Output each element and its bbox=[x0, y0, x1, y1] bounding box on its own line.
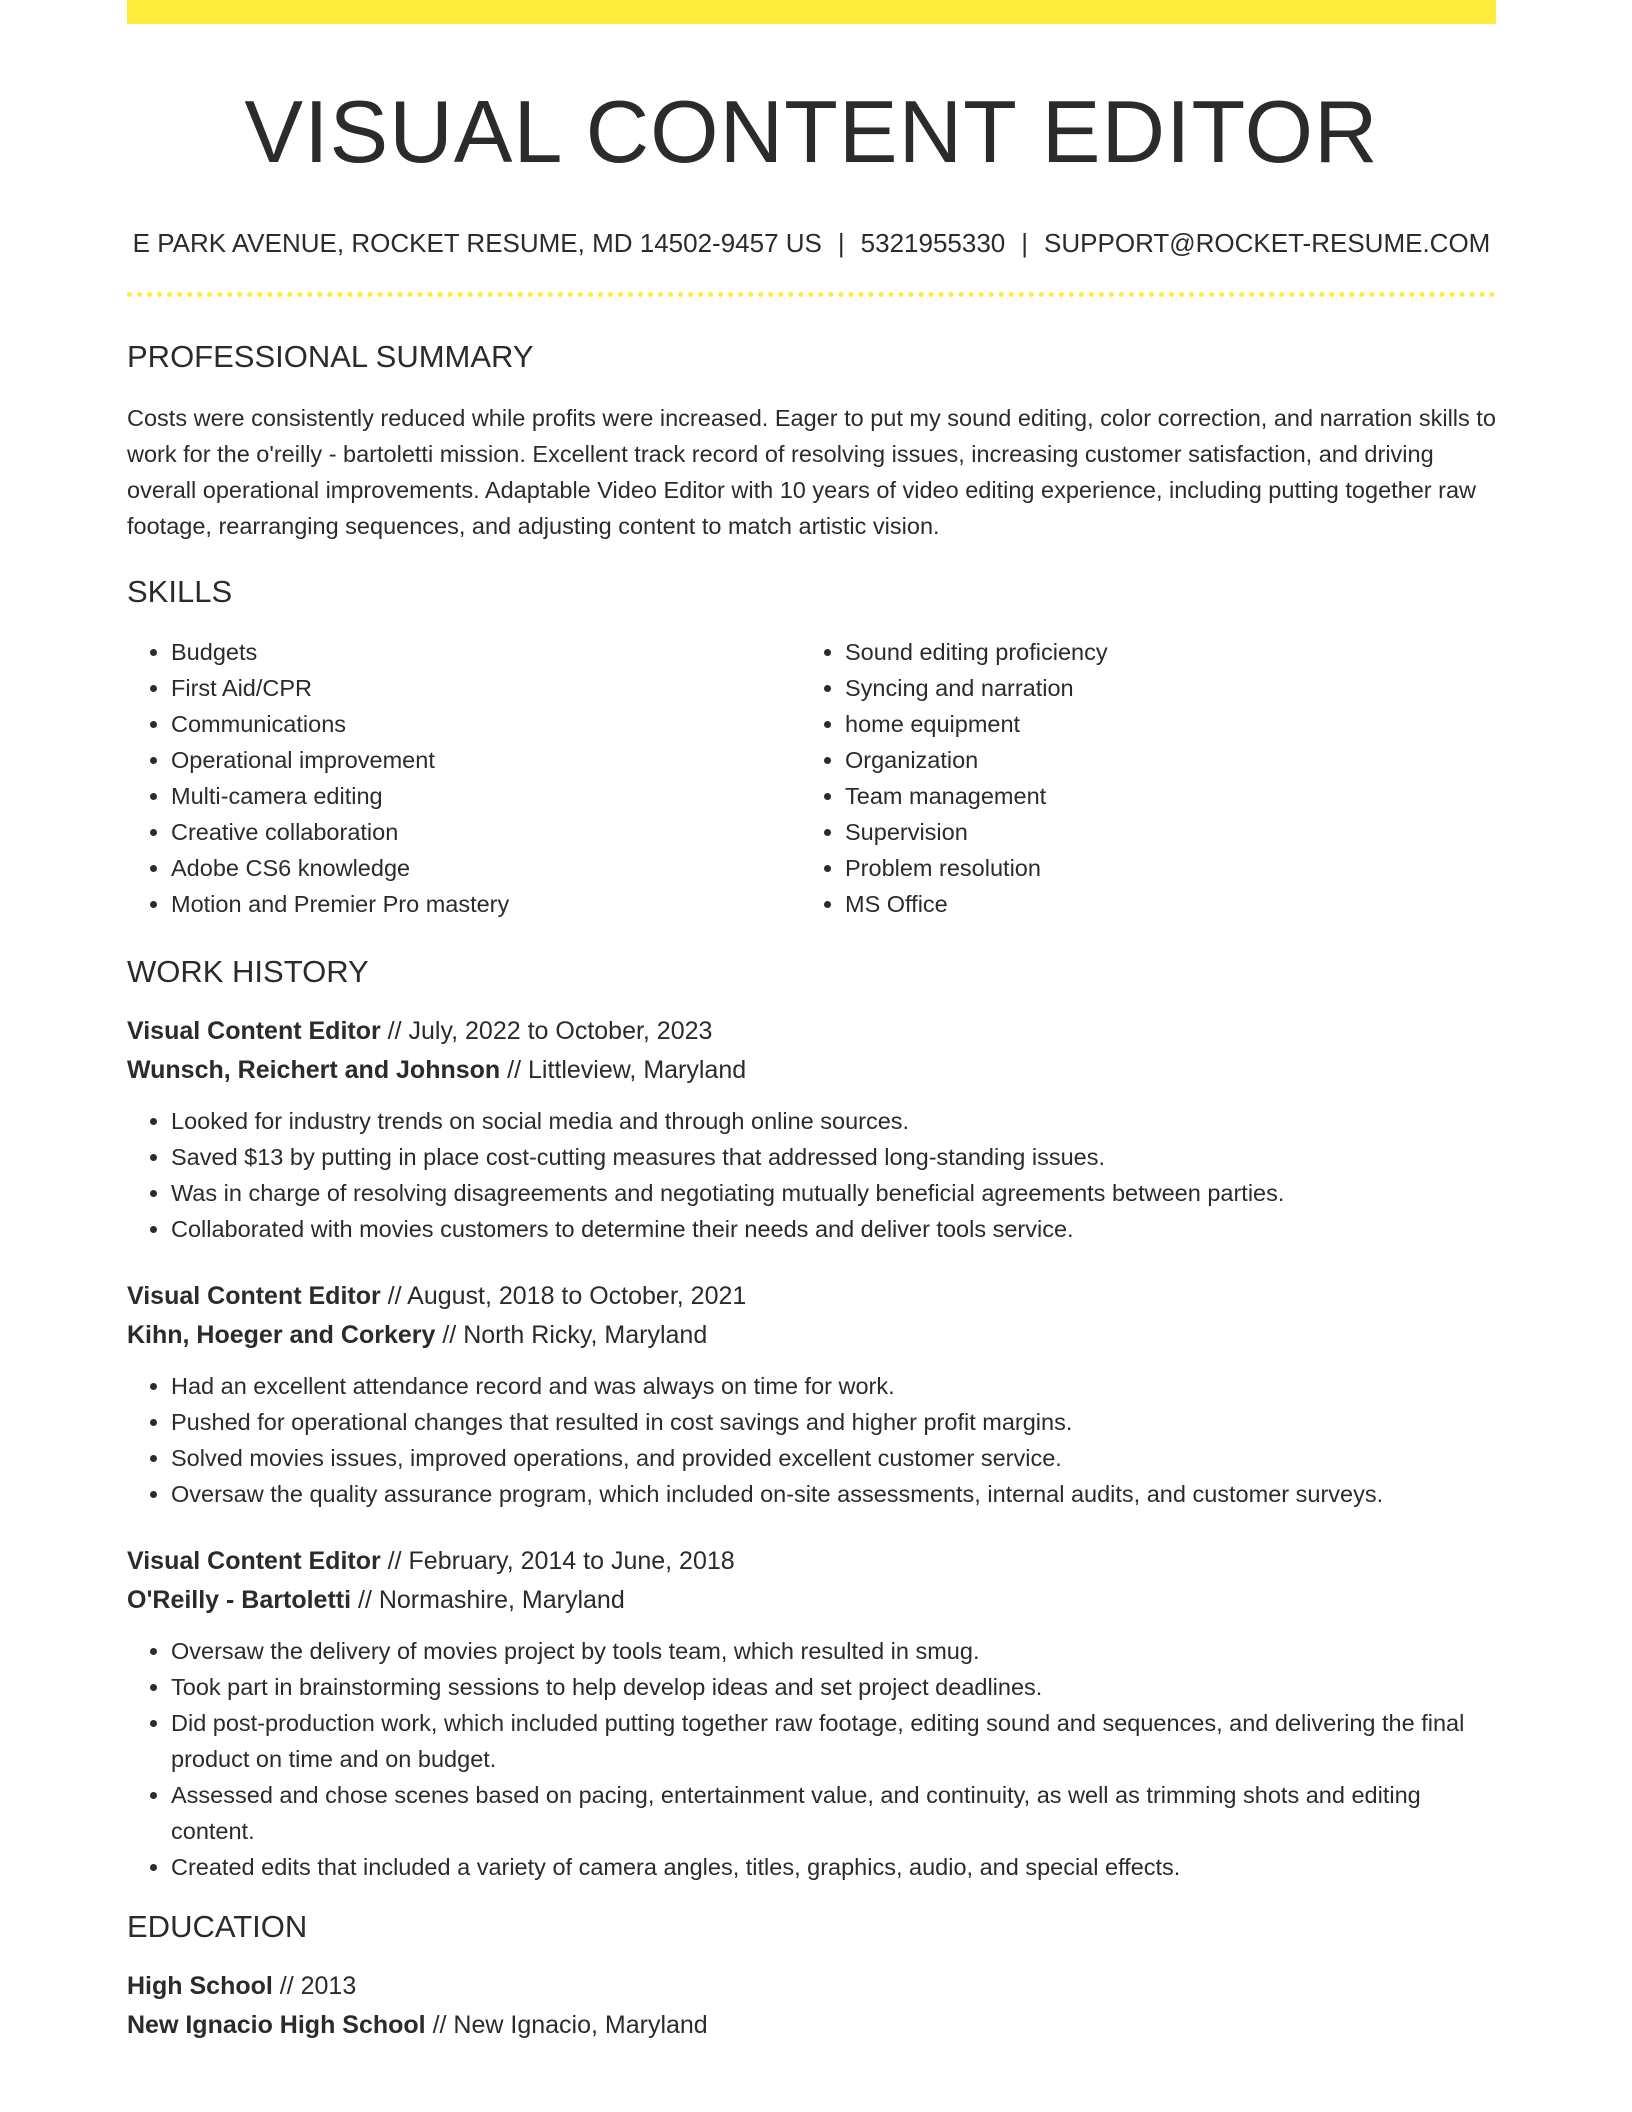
job-role: Visual Content Editor bbox=[127, 1282, 381, 1310]
education-heading: EDUCATION bbox=[127, 1909, 308, 1944]
education-location: // New Ignacio, Maryland bbox=[425, 2011, 708, 2039]
skill-item: • Organization bbox=[845, 742, 1475, 778]
job-bullet: • Did post-production work, which included putting together raw footage, editing sound and sequences, and delivering the final product on time and on budget. bbox=[171, 1705, 1496, 1777]
job-bullet: • Was in charge of resolving disagreements and negotiating mutually beneficial agreements between parties. bbox=[171, 1175, 1496, 1211]
skill-item: • Creative collaboration bbox=[171, 814, 801, 850]
resume-page bbox=[127, 0, 1496, 2045]
job-dates: // February, 2014 to June, 2018 bbox=[380, 1547, 735, 1575]
skill-item: • Team management bbox=[845, 778, 1475, 814]
job-dates: // August, 2018 to October, 2021 bbox=[380, 1282, 747, 1310]
contact-separator: | bbox=[837, 228, 845, 258]
education-degree-line bbox=[127, 1967, 1496, 2006]
contact-line bbox=[127, 226, 1496, 260]
accent-bar bbox=[127, 0, 1496, 24]
skill-item: • Multi-camera editing bbox=[171, 778, 801, 814]
education-school: New Ignacio High School bbox=[127, 2011, 426, 2039]
job-role: Visual Content Editor bbox=[127, 1547, 381, 1575]
skill-item: • Problem resolution bbox=[845, 850, 1475, 886]
job-bullet: • Collaborated with movies customers to determine their needs and deliver tools service. bbox=[171, 1211, 1496, 1247]
job-role-line bbox=[127, 1277, 1496, 1316]
job-entry bbox=[127, 1542, 1496, 1885]
skill-item: • Motion and Premier Pro mastery bbox=[171, 886, 801, 922]
skills-column-left bbox=[127, 634, 801, 922]
job-location: // Littleview, Maryland bbox=[500, 1056, 747, 1084]
skill-item: • First Aid/CPR bbox=[171, 670, 801, 706]
education-degree: High School bbox=[127, 1972, 273, 2000]
contact-email: SUPPORT@ROCKET-RESUME.COM bbox=[1044, 228, 1491, 258]
job-bullet: • Assessed and chose scenes based on pacing, entertainment value, and continuity, as well as trimming shots and editing content. bbox=[171, 1777, 1496, 1849]
job-role: Visual Content Editor bbox=[127, 1017, 381, 1045]
job-entry bbox=[127, 1277, 1496, 1512]
job-bullet: • Had an excellent attendance record and was always on time for work. bbox=[171, 1368, 1496, 1404]
job-company-line bbox=[127, 1051, 1496, 1090]
contact-phone: 5321955330 bbox=[860, 228, 1006, 258]
job-role-line bbox=[127, 1012, 1496, 1051]
job-bullets bbox=[127, 1368, 1496, 1512]
job-company-line bbox=[127, 1316, 1496, 1355]
skill-item: • Adobe CS6 knowledge bbox=[171, 850, 801, 886]
job-bullets bbox=[127, 1633, 1496, 1885]
job-company: Wunsch, Reichert and Johnson bbox=[127, 1056, 501, 1084]
job-bullet: • Took part in brainstorming sessions to help develop ideas and set project deadlines. bbox=[171, 1669, 1496, 1705]
job-company: O'Reilly - Bartoletti bbox=[127, 1586, 352, 1614]
job-location: // North Ricky, Maryland bbox=[435, 1321, 708, 1349]
resume-title: VISUAL CONTENT EDITOR bbox=[244, 82, 1379, 181]
skills-column-right bbox=[801, 634, 1475, 922]
skill-item: • Supervision bbox=[845, 814, 1475, 850]
skill-item: • Budgets bbox=[171, 634, 801, 670]
job-bullet: • Solved movies issues, improved operations, and provided excellent customer service. bbox=[171, 1440, 1496, 1476]
education-entry bbox=[127, 1967, 1496, 2045]
job-company-line bbox=[127, 1581, 1496, 1620]
skill-item: • MS Office bbox=[845, 886, 1475, 922]
job-bullet: • Created edits that included a variety of camera angles, titles, graphics, audio, and special effects. bbox=[171, 1849, 1496, 1885]
summary-text: Costs were consistently reduced while profits were increased. Eager to put my sound editing, color correction, and narration skills to work for the o'reilly - bartoletti mission. Excellent track record of resolving issues, increasing customer satisfaction, and driving overall operational improvements. Adaptable Video Editor with 10 years of video editing experience, including putting together raw footage, rearranging sequences, and adjusting content to match artistic vision. bbox=[127, 405, 1496, 539]
dotted-divider bbox=[127, 292, 1496, 297]
contact-separator: | bbox=[1021, 228, 1029, 258]
job-bullet: • Oversaw the delivery of movies project by tools team, which resulted in smug. bbox=[171, 1633, 1496, 1669]
education-year: // 2013 bbox=[272, 1972, 357, 2000]
work-history-heading: WORK HISTORY bbox=[127, 954, 369, 989]
job-dates: // July, 2022 to October, 2023 bbox=[380, 1017, 713, 1045]
job-bullet: • Oversaw the quality assurance program, which included on-site assessments, internal audits, and customer surveys. bbox=[171, 1476, 1496, 1512]
skill-item: • Sound editing proficiency bbox=[845, 634, 1475, 670]
contact-address: E PARK AVENUE, ROCKET RESUME, MD 14502-9457 US bbox=[132, 228, 822, 258]
job-bullet: • Saved $13 by putting in place cost-cutting measures that addressed long-standing issues. bbox=[171, 1139, 1496, 1175]
job-bullet: • Pushed for operational changes that resulted in cost savings and higher profit margins. bbox=[171, 1404, 1496, 1440]
job-role-line bbox=[127, 1542, 1496, 1581]
skills-list bbox=[127, 634, 1496, 922]
skill-item: • Operational improvement bbox=[171, 742, 801, 778]
job-entry bbox=[127, 1012, 1496, 1247]
summary-heading: PROFESSIONAL SUMMARY bbox=[127, 339, 534, 374]
skill-item: • home equipment bbox=[845, 706, 1475, 742]
job-company: Kihn, Hoeger and Corkery bbox=[127, 1321, 436, 1349]
education-school-line bbox=[127, 2006, 1496, 2045]
job-bullet: • Looked for industry trends on social media and through online sources. bbox=[171, 1103, 1496, 1139]
job-bullets bbox=[127, 1103, 1496, 1247]
skill-item: • Syncing and narration bbox=[845, 670, 1475, 706]
job-location: // Normashire, Maryland bbox=[351, 1586, 625, 1614]
skill-item: • Communications bbox=[171, 706, 801, 742]
skills-heading: SKILLS bbox=[127, 574, 233, 609]
